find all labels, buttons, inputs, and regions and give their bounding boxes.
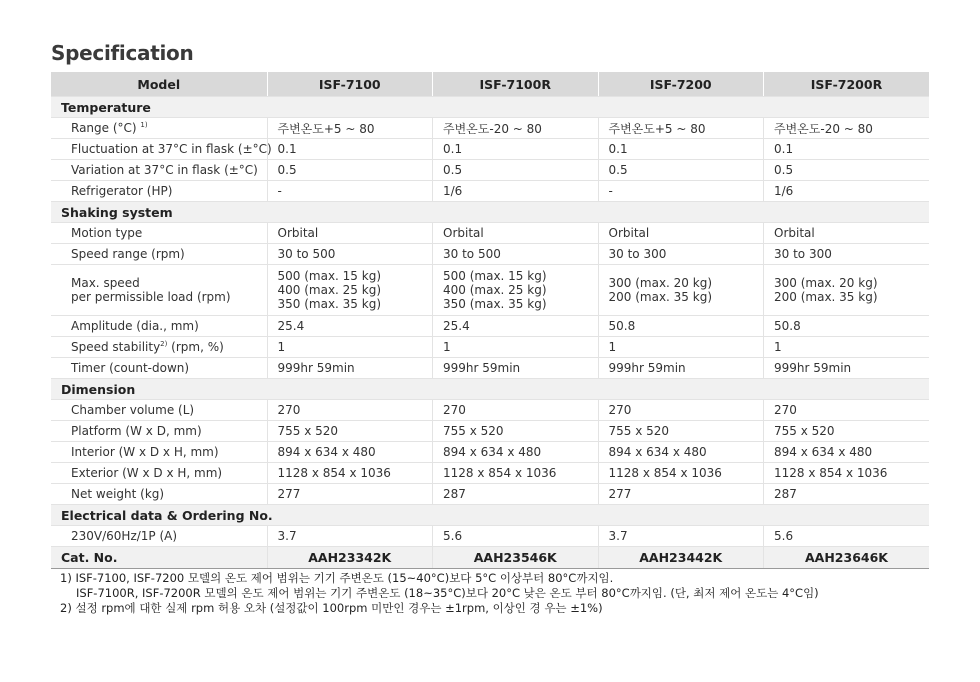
cat-no-value: AAH23546K [433,547,599,569]
value-cell: 주변온도-20 ~ 80 [433,118,599,139]
value-line: 200 (max. 35 kg) [774,290,878,304]
row-label-text: Variation at 37°C in flask (±°C) [71,163,258,177]
value-cell: 270 [764,400,930,421]
value-cell [764,265,930,316]
value-line: 200 (max. 35 kg) [608,290,713,304]
table-row [51,181,929,202]
value-cell: 1 [267,337,433,358]
value-cell: 30 to 300 [764,244,930,265]
value-cell: 755 x 520 [764,421,930,442]
row-label [51,526,267,547]
row-label [51,265,267,316]
value-cell: 30 to 500 [267,244,433,265]
header-cell: ISF-7200 [598,72,764,97]
value-cell: 277 [598,484,764,505]
row-label [51,421,267,442]
header-cell: ISF-7100R [433,72,599,97]
value-cell: 3.7 [598,526,764,547]
value-cell: 0.1 [433,139,599,160]
value-cell: 3.7 [267,526,433,547]
section-label: Shaking system [51,202,929,223]
value-cell: 755 x 520 [267,421,433,442]
value-cell: 999hr 59min [267,358,433,379]
value-cell: 1128 x 854 x 1036 [598,463,764,484]
table-row [51,160,929,181]
value-cell: 0.1 [764,139,930,160]
value-cell: 1/6 [764,181,930,202]
section-label: Dimension [51,379,929,400]
footnote: ISF-7100R, ISF-7200R 모델의 온도 제어 범위는 기기 주변온도 (18~35°C)보다 20°C 낮은 온도 부터 80°C까지임. (단, 최저 제어 온도는 4°C임) [76,586,819,600]
row-label-text: Platform (W x D, mm) [71,424,202,438]
value-cell: 894 x 634 x 480 [433,442,599,463]
section-row [51,202,929,223]
page-title: Specification [51,41,194,65]
value-line: 300 (max. 20 kg) [608,276,713,290]
value-cell [433,265,599,316]
value-cell [267,265,433,316]
value-cell: 0.1 [267,139,433,160]
value-cell: 0.5 [267,160,433,181]
row-label [51,139,272,160]
row-label-text: Speed range (rpm) [71,247,185,261]
value-cell: 277 [267,484,433,505]
value-cell: 894 x 634 x 480 [267,442,433,463]
value-cell: 1128 x 854 x 1036 [433,463,599,484]
row-label [51,244,267,265]
value-cell: - [267,181,433,202]
value-cell: 0.5 [433,160,599,181]
value-line: 500 (max. 15 kg) [277,269,382,283]
row-label-text: Timer (count-down) [71,361,190,375]
table-row [51,139,929,160]
table-row [51,337,929,358]
value-cell: 5.6 [433,526,599,547]
cat-no-value: AAH23342K [267,547,433,569]
value-cell: 5.6 [764,526,930,547]
value-cell: 30 to 500 [433,244,599,265]
value-cell: 270 [267,400,433,421]
value-cell: 50.8 [598,316,764,337]
value-cell: 999hr 59min [598,358,764,379]
table-header-row [51,72,929,97]
footnotes [60,571,819,616]
row-label-text: Interior (W x D x H, mm) [71,445,219,459]
row-label-text: Fluctuation at 37°C in flask (±°C) [71,142,272,156]
value-cell: 270 [598,400,764,421]
row-label-text: Refrigerator (HP) [71,184,173,198]
row-label [51,223,267,244]
table-row [51,526,929,547]
value-line: 300 (max. 20 kg) [774,276,878,290]
table-row [51,484,929,505]
table-row [51,316,929,337]
section-label: Electrical data & Ordering No. [51,505,929,526]
value-cell: 1 [764,337,930,358]
row-label-text: Speed stability [71,340,161,354]
spec-table [51,72,929,569]
value-cell [598,265,764,316]
value-cell: Orbital [433,223,599,244]
cat-no-label: Cat. No. [51,547,267,569]
value-cell: 0.5 [598,160,764,181]
value-cell: 999hr 59min [764,358,930,379]
row-label [51,181,267,202]
header-cell: Model [51,72,267,97]
section-row [51,97,929,118]
row-label [51,316,267,337]
value-cell: 755 x 520 [433,421,599,442]
value-cell: 894 x 634 x 480 [598,442,764,463]
value-cell: 287 [764,484,930,505]
row-label-text: Chamber volume (L) [71,403,195,417]
cat-no-value: AAH23442K [598,547,764,569]
footnote-ref: 2) [160,340,168,348]
table-row [51,400,929,421]
row-label-text: Range (°C) [71,121,137,135]
section-row [51,505,929,526]
value-cell: 1128 x 854 x 1036 [764,463,930,484]
row-label [51,118,267,139]
table-row [51,265,929,316]
value-cell: 0.5 [764,160,930,181]
value-cell: 주변온도+5 ~ 80 [267,118,433,139]
value-cell: 주변온도-20 ~ 80 [764,118,930,139]
row-label-text: Exterior (W x D x H, mm) [71,466,223,480]
value-cell: 25.4 [433,316,599,337]
value-cell: 894 x 634 x 480 [764,442,930,463]
table-row [51,244,929,265]
table-row [51,421,929,442]
value-cell: 30 to 300 [598,244,764,265]
footnote: 1) ISF-7100, ISF-7200 모델의 온도 제어 범위는 기기 주변온도 (15~40°C)보다 5°C 이상부터 80°C까지임. [60,571,614,585]
row-label-text: Amplitude (dia., mm) [71,319,199,333]
row-label-text: Net weight (kg) [71,487,165,501]
table-row [51,358,929,379]
section-row [51,379,929,400]
value-cell: 50.8 [764,316,930,337]
value-cell: 주변온도+5 ~ 80 [598,118,764,139]
value-cell: 755 x 520 [598,421,764,442]
row-label [51,484,267,505]
header-cell: ISF-7200R [764,72,930,97]
row-label [51,337,267,358]
value-cell: - [598,181,764,202]
value-cell: Orbital [267,223,433,244]
row-label-line: per permissible load (rpm) [71,290,231,304]
table-row [51,442,929,463]
value-line: 400 (max. 25 kg) [277,283,382,297]
value-cell: 1/6 [433,181,599,202]
value-line: 350 (max. 35 kg) [277,297,382,311]
value-cell: 0.1 [598,139,764,160]
header-cell: ISF-7100 [267,72,433,97]
value-line: 500 (max. 15 kg) [443,269,547,283]
table-row [51,223,929,244]
table-row [51,463,929,484]
value-cell: 999hr 59min [433,358,599,379]
footnote: 2) 설정 rpm에 대한 실제 rpm 허용 오차 (설정값이 100rpm 미만인 경우는 ±1rpm, 이상인 경 우는 ±1%) [60,601,603,615]
value-cell: Orbital [764,223,930,244]
value-cell: 1128 x 854 x 1036 [267,463,433,484]
row-label [51,442,267,463]
row-label [51,463,267,484]
table-row [51,118,929,139]
row-label [51,358,267,379]
row-label-line: Max. speed [71,276,140,290]
row-label [51,160,267,181]
row-label-text: Motion type [71,226,143,240]
row-label-text: 230V/60Hz/1P (A) [71,529,178,543]
value-cell: 270 [433,400,599,421]
row-label [51,400,267,421]
value-line: 400 (max. 25 kg) [443,283,547,297]
value-line: 350 (max. 35 kg) [443,297,547,311]
row-label-text: (rpm, %) [167,340,224,354]
value-cell: 1 [433,337,599,358]
value-cell: Orbital [598,223,764,244]
cat-no-value: AAH23646K [764,547,930,569]
section-label: Temperature [51,97,929,118]
value-cell: 1 [598,337,764,358]
footnote-ref: 1) [140,121,148,129]
value-cell: 25.4 [267,316,433,337]
cat-no-row [51,547,929,569]
value-cell: 287 [433,484,599,505]
